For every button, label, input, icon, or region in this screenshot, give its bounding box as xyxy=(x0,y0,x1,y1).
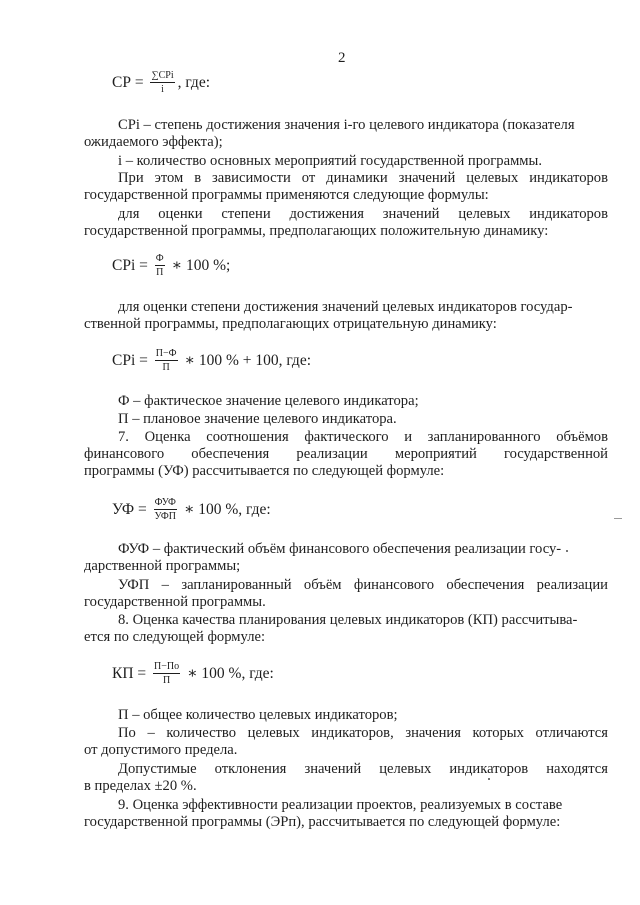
formula-rhs: ∗ 100 %, где: xyxy=(183,665,274,682)
margin-mark xyxy=(614,518,622,519)
formula-uf xyxy=(112,497,271,522)
paragraph-line: государственной программы. xyxy=(84,594,266,610)
paragraph-line: для оценки степени достижения значений целевых индикаторов государ- xyxy=(118,299,573,315)
paragraph-line: для оценки степени достижения значений целевых индикаторов xyxy=(118,206,608,222)
paragraph-line: ФУФ – фактический объём финансового обеспечения реализации госу- xyxy=(118,541,562,557)
paragraph-line: государственной программы, предполагающих положительную динамику: xyxy=(84,223,549,239)
paragraph-line: П – общее количество целевых индикаторов; xyxy=(118,707,398,723)
formula-rhs: ∗ 100 % + 100, где: xyxy=(180,352,312,369)
paragraph-line: финансового обеспечения реализации мероприятий государственной xyxy=(84,446,608,462)
paragraph-line: СРi – степень достижения значения i-го целевого индикатора (показателя xyxy=(118,117,575,133)
paragraph-line: При этом в зависимости от динамики значений целевых индикаторов xyxy=(118,170,608,186)
formula-cpi-positive xyxy=(112,253,230,278)
paragraph-line: i – количество основных мероприятий государственной программы. xyxy=(118,153,542,169)
paragraph-line: ственной программы, предполагающих отрицательную динамику: xyxy=(84,316,497,332)
paragraph-line: в пределах ±20 %. xyxy=(84,778,197,794)
paragraph-line: ожидаемого эффекта); xyxy=(84,134,223,150)
fraction-numerator: ФУФ xyxy=(154,497,176,508)
page-number: 2 xyxy=(338,50,346,66)
formula-kp xyxy=(112,661,274,686)
paragraph-line: программы (УФ) рассчитывается по следующей формуле: xyxy=(84,463,445,479)
paragraph-line: 9. Оценка эффективности реализации проектов, реализуемых в составе xyxy=(118,797,563,813)
formula-fraction xyxy=(155,348,178,373)
scan-speck xyxy=(566,550,568,552)
fraction-denominator: i xyxy=(161,84,164,95)
formula-lhs: СРi = xyxy=(112,351,152,369)
paragraph-line: Ф – фактическое значение целевого индикатора; xyxy=(118,393,419,409)
paragraph-line: 8. Оценка качества планирования целевых индикаторов (КП) рассчитыва- xyxy=(118,612,578,628)
paragraph-line: Допустимые отклонения значений целевых индикаторов находятся xyxy=(118,761,608,777)
fraction-numerator: П−Ф xyxy=(155,348,177,359)
fraction-numerator: П−По xyxy=(154,661,180,672)
formula-rhs: , где: xyxy=(177,73,211,91)
paragraph-line: от допустимого предела. xyxy=(84,742,238,758)
fraction-denominator: П xyxy=(162,362,170,373)
fraction-denominator: УФП xyxy=(154,511,176,522)
formula-lhs: СРi = xyxy=(112,256,152,274)
formula-fraction xyxy=(150,70,174,95)
paragraph-line: дарственной программы; xyxy=(84,558,241,574)
formula-rhs: ∗ 100 %; xyxy=(167,257,231,274)
paragraph-line: государственной программы (ЭРп), рассчитывается по следующей формуле: xyxy=(84,814,561,830)
fraction-denominator: П xyxy=(156,267,164,278)
fraction-numerator: ∑СРi xyxy=(151,70,174,81)
paragraph-line: П – плановое значение целевого индикатора. xyxy=(118,411,397,427)
formula-cpi-negative xyxy=(112,348,311,373)
formula-lhs: КП = xyxy=(112,664,151,682)
paragraph-line: государственной программы применяются следующие формулы: xyxy=(84,187,489,203)
scan-speck xyxy=(488,778,490,780)
formula-lhs: СР = xyxy=(112,73,148,91)
paragraph-line: ется по следующей формуле: xyxy=(84,629,266,645)
formula-fraction xyxy=(153,661,180,686)
formula-fraction xyxy=(155,253,165,278)
paragraph-line: По – количество целевых индикаторов, значения которых отличаются xyxy=(118,725,608,741)
paragraph-line: УФП – запланированный объём финансового обеспечения реализации xyxy=(118,577,608,593)
fraction-numerator: Ф xyxy=(155,253,164,264)
formula-cp xyxy=(112,70,210,95)
fraction-denominator: П xyxy=(162,675,171,686)
formula-fraction xyxy=(154,497,177,522)
formula-lhs: УФ = xyxy=(112,500,151,518)
paragraph-line: 7. Оценка соотношения фактического и запланированного объёмов xyxy=(118,429,608,445)
formula-rhs: ∗ 100 %, где: xyxy=(179,501,271,518)
